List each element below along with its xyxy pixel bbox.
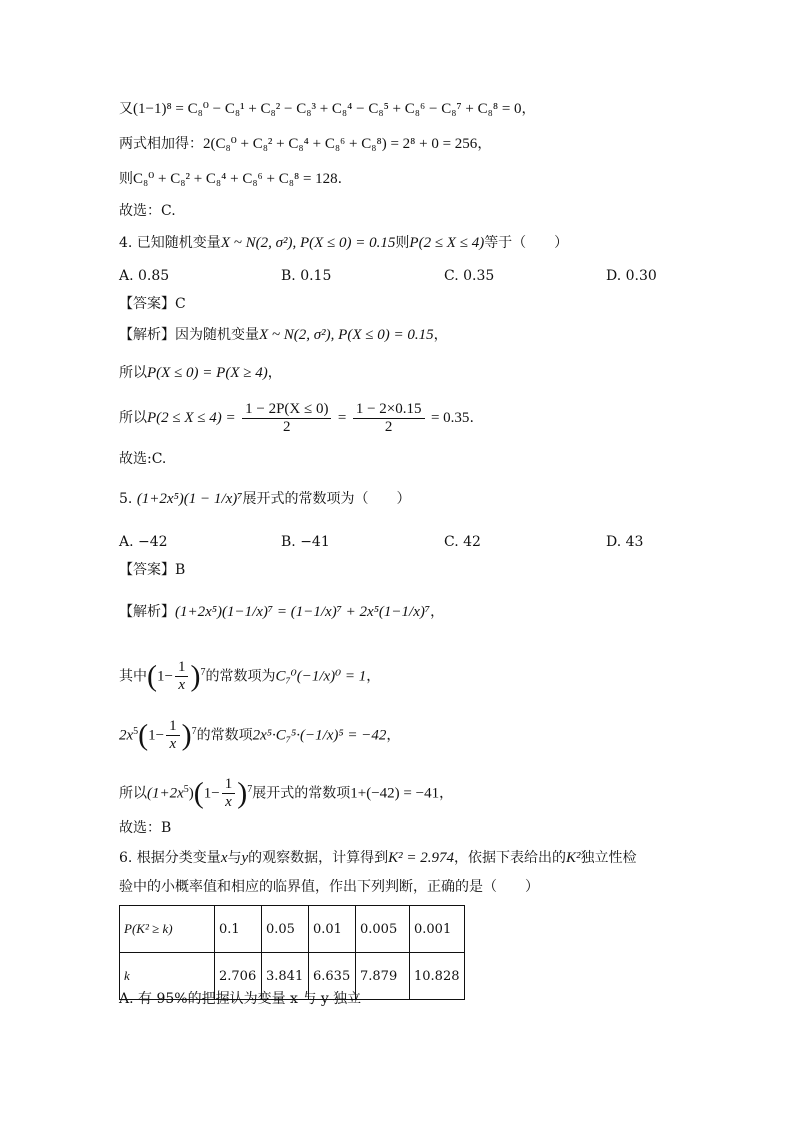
- table-cell: 0.05: [262, 906, 309, 953]
- q5-answer: 【答案】B: [119, 562, 186, 578]
- q5-analysis: 【解析】(1+2x⁵)(1−1/x)⁷ = (1−1/x)⁷ + 2x⁵(1−1/x)⁷，: [119, 604, 445, 620]
- table-header-cell: P(K² ≥ k): [120, 906, 215, 953]
- q4-option-b: B. 0.15: [281, 268, 332, 284]
- critical-value-table: [119, 905, 465, 1000]
- table-cell: 0.005: [356, 906, 410, 953]
- table-cell: 7.879: [356, 953, 410, 1000]
- fraction: $\frac{1 - 2\times 0.15}{2}$: [353, 401, 425, 436]
- table-cell: 0.1: [215, 906, 262, 953]
- q4-analysis: 【解析】因为随机变量X ~ N(2, σ²), P(X ≤ 0) = 0.15，: [119, 327, 448, 343]
- q4-step-2: 所以P(2 ≤ X ≤ 4) = $\frac{1 - 2P(X \le 0)}{2}$ = $\frac{1 - 2\times 0.15}{2}$ = 0.35.: [119, 400, 474, 435]
- table-cell: 0.001: [410, 906, 465, 953]
- question-6-stem-line-2: 验中的小概率值和相应的临界值，作出下列判断，正确的是（ ）: [119, 879, 539, 895]
- fraction: $\frac{1}{x}$: [175, 659, 189, 694]
- q5-option-d: D. 43: [606, 534, 644, 550]
- question-6-stem-line-1: 6. 根据分类变量x与y的观察数据，计算得到K² = 2.974，依据下表给出的K²独立性检: [119, 850, 637, 866]
- q5-option-a: A. −42: [119, 534, 168, 550]
- table-cell: 3.841: [262, 953, 309, 1000]
- solution-line-1: 又(1−1)⁸ = C₈⁰ − C₈¹ + C₈² − C₈³ + C₈⁴ − C₈⁵ + C₈⁶ − C₈⁷ + C₈⁸ = 0，: [119, 101, 536, 117]
- fraction: $\frac{1 - 2P(X \le 0)}{2}$: [242, 401, 331, 436]
- choose-line: 故选：C.: [119, 203, 176, 219]
- q5-option-c: C. 42: [444, 534, 481, 550]
- math-expression: X ~ N(2, σ²), P(X ≤ 0) = 0.15: [259, 327, 434, 343]
- q5-option-b: B. −41: [281, 534, 330, 550]
- math-expression: (1+2x⁵)(1−1/x)⁷ = (1−1/x)⁷ + 2x⁵(1−1/x)⁷: [175, 604, 431, 620]
- math-expression: (1−1)⁸ = C₈⁰ − C₈¹ + C₈² − C₈³ + C₈⁴ − C₈⁵ + C₈⁶ − C₈⁷ + C₈⁸ = 0: [133, 101, 522, 117]
- math-expression: 2x⁵·C₇⁵·(−1/x)⁵ = −42: [252, 727, 387, 744]
- table-cell: 6.635: [309, 953, 356, 1000]
- question-4-stem: 4. 已知随机变量X ~ N(2, σ²), P(X ≤ 0) = 0.15则P(2 ≤ X ≤ 4)等于（ ）: [119, 235, 569, 251]
- math-expression: P(2 ≤ X ≤ 4): [409, 235, 485, 251]
- fraction: $\frac{1}{x}$: [166, 718, 180, 753]
- q5-step-3: 所以$(1+2x^5)(1-$ $\frac{1}{x}$ )$^7$展开式的常数项1+(−42) = −41，: [119, 776, 454, 810]
- table-cell: 2.706: [215, 953, 262, 1000]
- math-expression: 2(C₈⁰ + C₈² + C₈⁴ + C₈⁶ + C₈⁸) = 2⁸ + 0 = 256: [203, 136, 478, 152]
- table-header-cell: k: [120, 953, 215, 1000]
- math-expression: X ~ N(2, σ²), P(X ≤ 0) = 0.15: [220, 235, 396, 251]
- q5-choose: 故选：B: [119, 820, 172, 836]
- math-expression: 1+(−42) = −41: [350, 785, 440, 802]
- solution-line-2: 两式相加得：2(C₈⁰ + C₈² + C₈⁴ + C₈⁶ + C₈⁸) = 2⁸ + 0 = 256，: [119, 136, 492, 152]
- table-row: [120, 906, 465, 953]
- math-expression: K² = 2.974: [388, 850, 455, 866]
- math-expression: C₇⁰(−1/x)⁰ = 1: [275, 668, 367, 685]
- q4-step-1: 所以P(X ≤ 0) = P(X ≥ 4)，: [119, 365, 282, 381]
- q6-option-a: A. 有 95%的把握认为变量 x 与 y 独立: [119, 991, 362, 1007]
- q4-choose: 故选:C.: [119, 451, 167, 467]
- q4-option-c: C. 0.35: [444, 268, 495, 284]
- fraction: $\frac{1}{x}$: [222, 776, 236, 811]
- math-expression: (1+2x⁵)(1 − 1/x)⁷: [136, 491, 243, 507]
- table-cell: 0.01: [309, 906, 356, 953]
- solution-line-3: 则C₈⁰ + C₈² + C₈⁴ + C₈⁶ + C₈⁸ = 128.: [119, 171, 343, 187]
- math-expression: C₈⁰ + C₈² + C₈⁴ + C₈⁶ + C₈⁸ = 128: [133, 171, 338, 187]
- q5-step-2: $2x^5(1-$ $\frac{1}{x}$ )$^7$的常数项2x⁵·C₇⁵·(−1/x)⁵ = −42，: [119, 718, 401, 752]
- q5-step-1: 其中(1− $\frac{1}{x}$ )$^7$的常数项为C₇⁰(−1/x)⁰ = 1，: [119, 659, 381, 693]
- math-expression: P(X ≤ 0) = P(X ≥ 4): [147, 365, 268, 381]
- q4-option-d: D. 0.30: [606, 268, 657, 284]
- q4-option-a: A. 0.85: [119, 268, 170, 284]
- question-5-stem: 5. (1+2x⁵)(1 − 1/x)⁷展开式的常数项为（ ）: [119, 491, 411, 507]
- table-cell: 10.828: [410, 953, 465, 1000]
- q4-answer: 【答案】C: [119, 296, 186, 312]
